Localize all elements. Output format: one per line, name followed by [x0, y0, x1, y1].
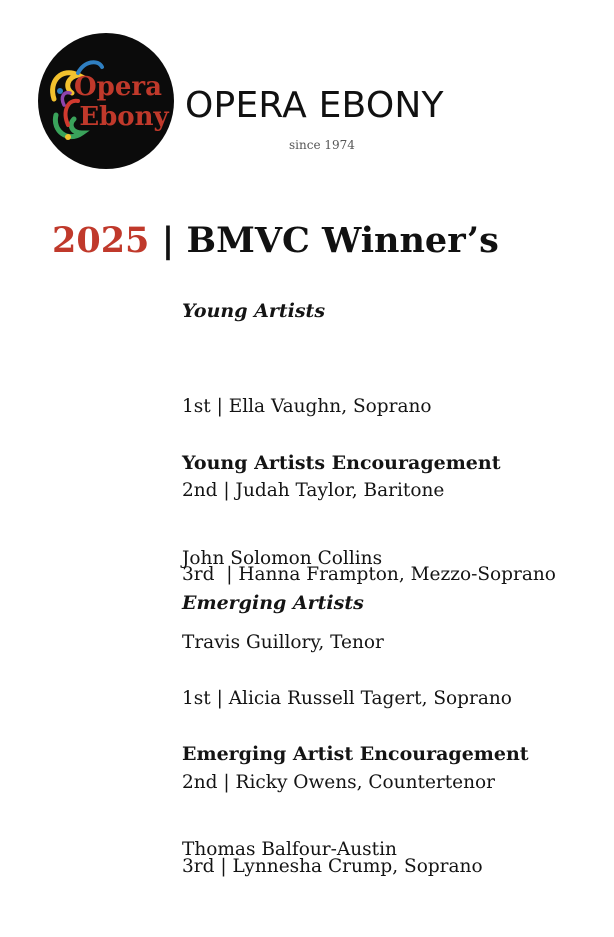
- page-headline: [52, 222, 499, 261]
- list-item: John Solomon Collins: [182, 548, 383, 569]
- list-item: 1st | Alicia Russell Tagert, Soprano: [182, 688, 512, 709]
- entry-list: [182, 780, 529, 920]
- list-item: Thomas Balfour-Austin: [182, 839, 397, 860]
- section-emerging-artist-encouragement: [182, 741, 529, 920]
- logo-dot-blue: [57, 88, 63, 94]
- section-heading: Emerging Artists: [182, 592, 364, 614]
- brand-name: OPERA EBONY: [185, 85, 444, 126]
- list-item: 2nd | Judah Taylor, Baritone: [182, 480, 445, 501]
- logo-dot-yellow: [65, 134, 71, 140]
- section-heading: Young Artists Encouragement: [182, 452, 501, 474]
- headline-title: BMVC Winner’s: [186, 220, 499, 261]
- list-item: 2nd | Ricky Owens, Countertenor: [182, 772, 496, 793]
- opera-ebony-logo: [38, 33, 174, 169]
- logo-text-ebony: Ebony: [79, 102, 169, 132]
- list-item: 1st | Ella Vaughn, Soprano: [182, 396, 432, 417]
- logo-emblem: [38, 33, 174, 169]
- brand-since: since 1974: [289, 138, 355, 152]
- section-heading: Emerging Artist Encouragement: [182, 743, 529, 765]
- section-heading: Young Artists: [182, 300, 326, 322]
- list-item: Travis Guillory, Tenor: [182, 632, 384, 653]
- logo-text-opera: Opera: [74, 72, 162, 102]
- headline-year: 2025: [52, 220, 150, 261]
- list-item: 3rd | Lynnesha Crump, Soprano: [182, 856, 483, 877]
- list-item: 3rd | Hanna Frampton, Mezzo-Soprano: [182, 564, 556, 585]
- headline-separator: |: [161, 220, 175, 261]
